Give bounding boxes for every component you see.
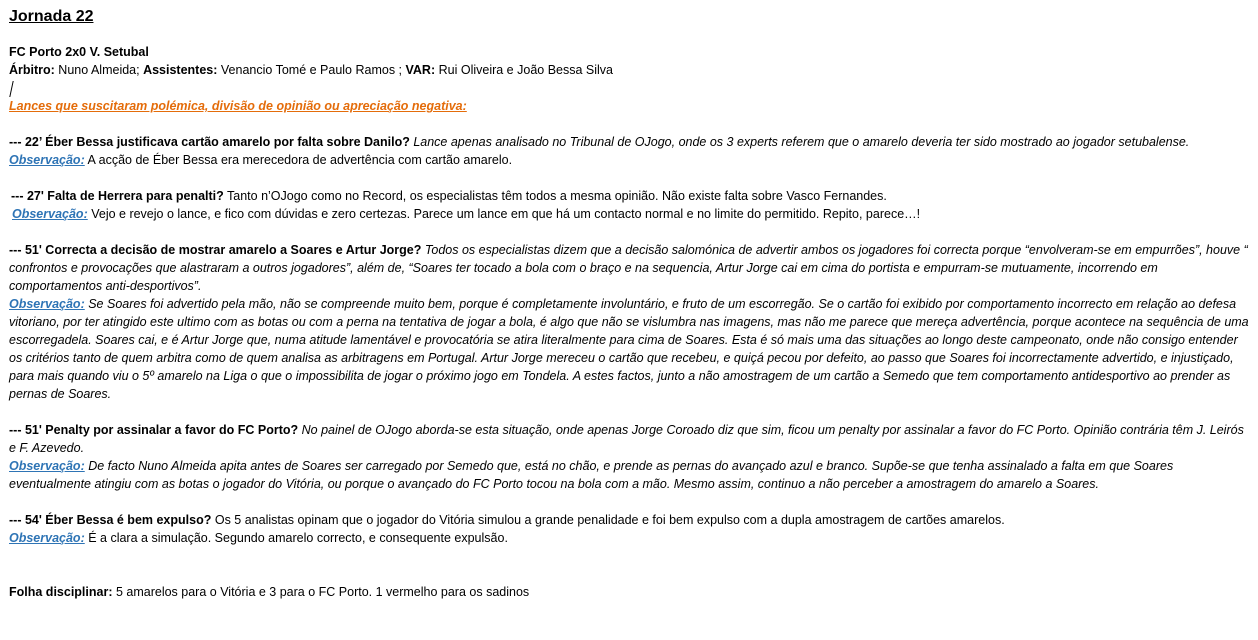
observation-label: Observação: xyxy=(9,297,85,311)
spacer xyxy=(9,115,1252,133)
observation-text xyxy=(9,457,1252,493)
incident-block xyxy=(9,421,1252,493)
incident-text xyxy=(9,421,1252,457)
observation-label: Observação: xyxy=(9,531,85,545)
assistants-names: Venancio Tomé e Paulo Ramos ; xyxy=(217,63,406,77)
observation-label: Observação: xyxy=(9,153,85,167)
observation-label: Observação: xyxy=(9,459,85,473)
disciplinary-label: Folha disciplinar: xyxy=(9,585,113,599)
referee-name: Nuno Almeida; xyxy=(54,63,144,77)
var-names: Rui Oliveira e João Bessa Silva xyxy=(435,63,613,77)
incident-analysis: Lance apenas analisado no Tribunal de OJogo, onde os 3 experts referem que o amarelo deveria ter sido mostrado ao jogador setubalense. xyxy=(413,135,1190,149)
observation-label: Observação: xyxy=(12,207,88,221)
incident-block xyxy=(9,187,1252,223)
incident-question: --- 54' Éber Bessa é bem expulso? xyxy=(9,513,212,527)
incident-question: --- 51' Correcta a decisão de mostrar amarelo a Soares e Artur Jorge? xyxy=(9,243,422,257)
incident-text xyxy=(9,511,1252,529)
incident-block xyxy=(9,133,1252,169)
spacer xyxy=(9,403,1252,421)
incident-analysis: Todos os especialistas dizem que a decisão salomónica de advertir ambos os jogadores foi correcta porque “envolveram-se em empurrões”, houve “ confrontos e provocações que alastraram a outros jogadores”, além de, “Soares ter tocado a bola com o braço e na sequencia, Artur Jorge cai em cima do portista e empurram-se mutuamente, incorrendo em comportamentos anti-desportivos”. xyxy=(9,243,1248,293)
spacer xyxy=(9,169,1252,187)
spacer xyxy=(9,547,1252,565)
page-title: Jornada 22 xyxy=(9,8,94,25)
disciplinary-text: 5 amarelos para o Vitória e 3 para o FC Porto. 1 vermelho para os sadinos xyxy=(112,585,530,599)
observation-text xyxy=(9,205,1252,223)
incident-question: --- 51' Penalty por assinalar a favor do FC Porto? xyxy=(9,423,299,437)
officials-line xyxy=(9,61,1252,79)
observation-body: De facto Nuno Almeida apita antes de Soares ser carregado por Semedo que, está no chão, e prende as pernas do avançado azul e branco. Supõe-se que tenha assinalado a falta em que Soares eventualmente atingiu com as botas o jogador do Vitória, ou porque o avançado do FC Porto tocou na bola com a mão. Mesmo assim, continuo a não perceber a amostragem do amarelo a Soares. xyxy=(9,459,1174,491)
var-label: VAR: xyxy=(405,63,436,77)
spacer xyxy=(9,493,1252,511)
incident-analysis: Os 5 analistas opinam que o jogador do Vitória simulou a grande penalidade e foi bem expulso com a dupla amostragem de cartões amarelos. xyxy=(214,513,1005,527)
match-line xyxy=(9,43,1252,61)
referee-label: Árbitro: xyxy=(9,63,55,77)
incident-text xyxy=(9,187,1252,205)
disciplinary-line xyxy=(9,583,1252,601)
observation-body: É a clara a simulação. Segundo amarelo correcto, e consequente expulsão. xyxy=(88,531,508,545)
section-heading xyxy=(9,97,1252,115)
observation-body: Se Soares foi advertido pela mão, não se compreende muito bem, porque é completamente involuntário, e fruto de um escorregão. Se o cartão foi exibido por comportamento incorrecto em relação ao defesa vitoriano, por ter atingido este ultimo com as botas ou com a perna na tentativa de jogar a bola, é algo que não se vislumbra nas imagens, mas não me parece que mereça advertência, porque acontece na sequência de uma escorregadela. Soares cai, e é Artur Jorge que, numa atitude lamentável e provocatória se atira literalmente para cima de Soares. Esta é só mais uma das situações ao longo deste campeonato, onde não consigo entender os critérios tanto de quem arbitra como de quem analisa as arbitragens em Portugal. Artur Jorge mereceu o cartão que recebeu, e quiçá pecou por defeito, ao passo que Soares foi incorrectamente advertido, e injustiçado, para mais quando viu o 5º amarelo na Liga o que o impossibilita de jogar o próximo jogo em Tondela. A estes factos, junto a não amostragem de um cartão a Semedo que tem comportamento antidesportivo ao prender as pernas de Soares. xyxy=(9,297,1249,401)
incident-analysis: Tanto n’OJogo como no Record, os especialistas têm todos a mesma opinião. Não existe falta sobre Vasco Fernandes. xyxy=(227,189,887,203)
incident-block xyxy=(9,241,1252,403)
incident-question: --- 27' Falta de Herrera para penalti? xyxy=(11,189,224,203)
observation-text xyxy=(9,295,1252,403)
text-cursor[interactable] xyxy=(9,81,13,97)
text-cursor-line xyxy=(9,79,1252,97)
observation-text xyxy=(9,529,1252,547)
section-heading-text: Lances que suscitaram polémica, divisão de opinião ou apreciação negativa: xyxy=(9,99,467,113)
incident-block xyxy=(9,511,1252,547)
incident-question: --- 22’ Éber Bessa justificava cartão amarelo por falta sobre Danilo? xyxy=(9,135,410,149)
spacer xyxy=(9,223,1252,241)
match-title: FC Porto 2x0 V. Setubal xyxy=(9,45,149,59)
assistants-label: Assistentes: xyxy=(143,63,218,77)
incident-text xyxy=(9,133,1252,151)
spacer xyxy=(9,565,1252,583)
incident-text xyxy=(9,241,1252,295)
observation-body: A acção de Éber Bessa era merecedora de advertência com cartão amarelo. xyxy=(87,153,513,167)
observation-text xyxy=(9,151,1252,169)
incident-analysis: No painel de OJogo aborda-se esta situação, onde apenas Jorge Coroado diz que sim, ficou um penalty por assinalar a favor do FC Porto. Opinião contrária têm J. Leirós e F. Azevedo. xyxy=(9,423,1244,455)
observation-body: Vejo e revejo o lance, e fico com dúvidas e zero certezas. Parece um lance em que há um contacto normal e no limite do permitido. Repito, parece…! xyxy=(91,207,921,221)
